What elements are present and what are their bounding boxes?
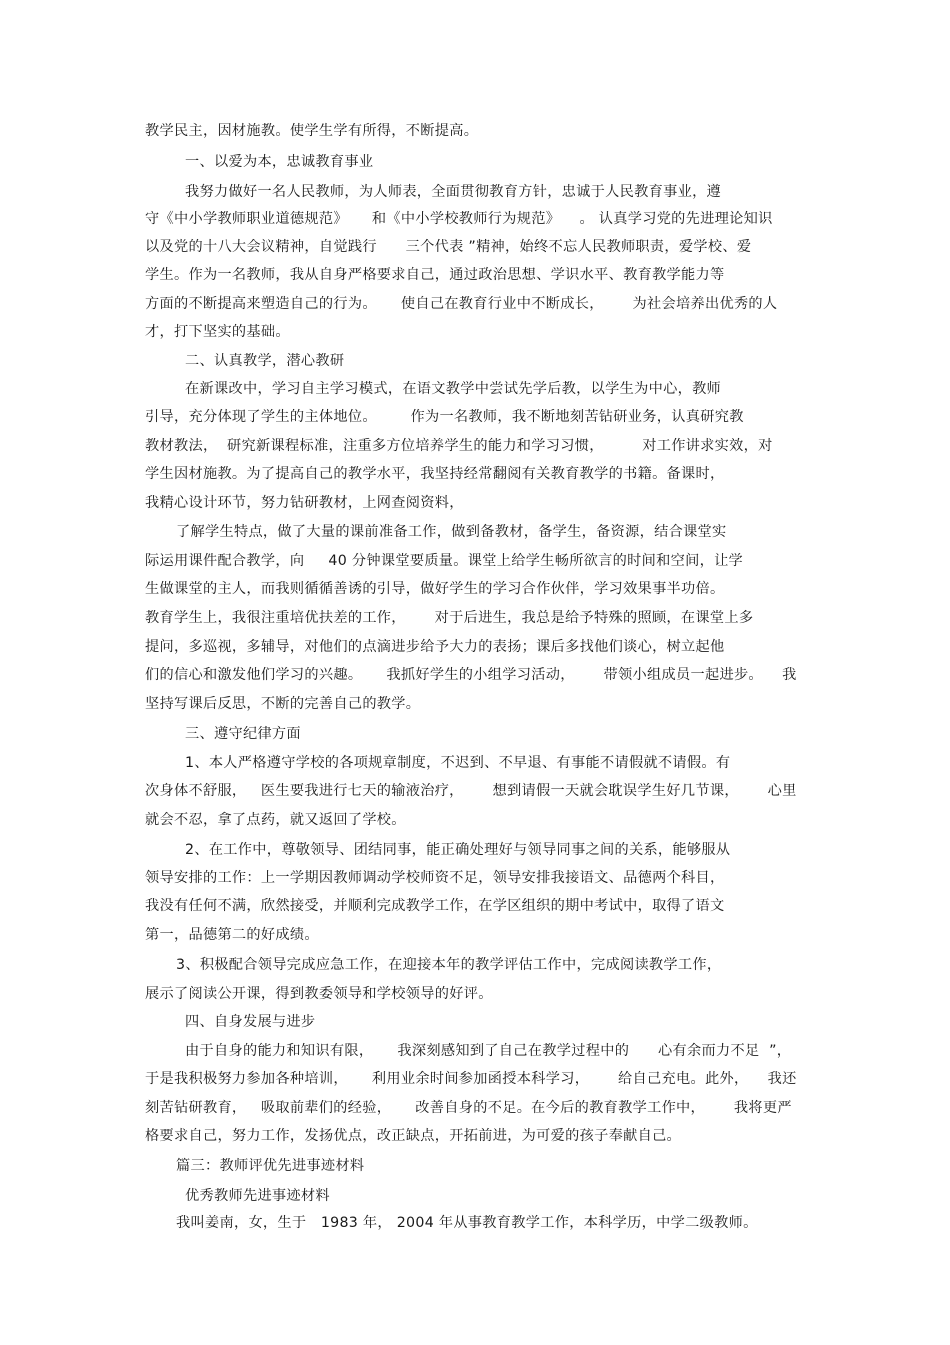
text-line: 展示了阅读公开课，得到教委领导和学校领导的好评。	[145, 986, 493, 1002]
text-line: 们的信心和激发他们学习的兴趣。 我抓好学生的小组学习活动， 带领小组成员一起进步。 我	[145, 667, 797, 683]
text-line: 生做课堂的主人，而我则循循善诱的引导，做好学生的学习合作伙伴，学习效果事半功倍。	[145, 581, 725, 597]
chapter-heading: 篇三：教师评优先进事迹材料	[176, 1158, 365, 1174]
text-line: 学生。作为一名教师，我从自身严格要求自己，通过政治思想、学识水平、教育教学能力等	[145, 267, 725, 283]
text-line: 我精心设计环节，努力钻研教材，上网查阅资料，	[145, 495, 464, 511]
text-line: 我叫姜南，女，生于 1983 年， 2004 年从事教育教学工作，本科学历，中学二级教师。	[176, 1215, 758, 1231]
text-line: 由于自身的能力和知识有限， 我深刻感知到了自己在教学过程中的 心有余而力不足 ”，	[185, 1043, 792, 1059]
text-line: 第一，品德第二的好成绩。	[145, 927, 319, 943]
text-line: 在新课改中，学习自主学习模式，在语文教学中尝试先学后教，以学生为中心，教师	[185, 381, 722, 397]
text-line: 教学民主，因材施教。使学生学有所得，不断提高。	[145, 123, 479, 139]
article-title: 优秀教师先进事迹材料	[185, 1188, 330, 1204]
text-line: 领导安排的工作：上一学期因教师调动学校师资不足，领导安排我接语文、品德两个科目，	[145, 870, 725, 886]
text-line: 引导，充分体现了学生的主体地位。 作为一名教师，我不断地刻苦钻研业务，认真研究教	[145, 409, 744, 425]
text-line: 提问，多巡视，多辅导，对他们的点滴进步给予大力的表扬；课后多找他们谈心，树立起他	[145, 639, 725, 655]
text-line: 我没有任何不满，欣然接受，并顺利完成教学工作，在学区组织的期中考试中，取得了语文	[145, 898, 725, 914]
text-line: 就会不忍，拿了点药，就又返回了学校。	[145, 812, 406, 828]
text-line: 1、本人严格遵守学校的各项规章制度，不迟到、不早退、有事能不请假就不请假。有	[185, 755, 731, 771]
text-line: 际运用课件配合教学，向 40 分钟课堂要质量。课堂上给学生畅所欲言的时间和空间，让学	[145, 553, 744, 569]
text-line: 2、在工作中，尊敬领导、团结同事，能正确处理好与领导同事之间的关系，能够服从	[185, 842, 731, 858]
section-heading: 三、遵守纪律方面	[185, 726, 301, 742]
text-line: 坚持写课后反思，不断的完善自己的教学。	[145, 696, 421, 712]
text-line: 我努力做好一名人民教师，为人师表，全面贯彻教育方针，忠诚于人民教育事业，遵	[185, 184, 722, 200]
text-line: 于是我积极努力参加各种培训， 利用业余时间参加函授本科学习， 给自己充电。此外， 我还	[145, 1071, 797, 1087]
text-line: 了解学生特点，做了大量的课前准备工作，做到备教材，备学生，备资源，结合课堂实	[176, 524, 727, 540]
section-heading: 二、认真教学，潜心教研	[185, 353, 345, 369]
section-heading: 一、以爱为本，忠诚教育事业	[185, 154, 374, 170]
text-line: 教育学生上，我很注重培优扶差的工作， 对于后进生，我总是给予特殊的照顾，在课堂上多	[145, 610, 754, 626]
text-line: 3、积极配合领导完成应急工作，在迎接本年的教学评估工作中，完成阅读教学工作，	[176, 957, 722, 973]
text-line: 学生因材施教。为了提高自己的教学水平，我坚持经常翻阅有关教育教学的书籍。备课时，	[145, 466, 725, 482]
text-line: 方面的不断提高来塑造自己的行为。 使自己在教育行业中不断成长， 为社会培养出优秀的人	[145, 296, 778, 312]
text-line: 次身体不舒服， 医生要我进行七天的输液治疗， 想到请假一天就会耽误学生好几节课， 心里	[145, 783, 797, 799]
text-line: 格要求自己，努力工作，发扬优点，改正缺点，开拓前进，为可爱的孩子奉献自己。	[145, 1128, 682, 1144]
section-heading: 四、自身发展与进步	[185, 1014, 316, 1030]
text-line: 守《中小学教师职业道德规范》 和《中小学校教师行为规范》 。 认真学习党的先进理论知识	[145, 211, 773, 227]
text-line: 教材教法， 研究新课程标准，注重多方位培养学生的能力和学习习惯， 对工作讲求实效，对	[145, 438, 773, 454]
text-line: 刻苦钻研教育， 吸取前辈们的经验， 改善自身的不足。在今后的教育教学工作中， 我将更严	[145, 1100, 792, 1116]
text-line: 才，打下坚实的基础。	[145, 324, 290, 340]
text-line: 以及党的十八大会议精神，自觉践行 三个代表 ”精神，始终不忘人民教师职责，爱学校、爱	[145, 239, 752, 255]
